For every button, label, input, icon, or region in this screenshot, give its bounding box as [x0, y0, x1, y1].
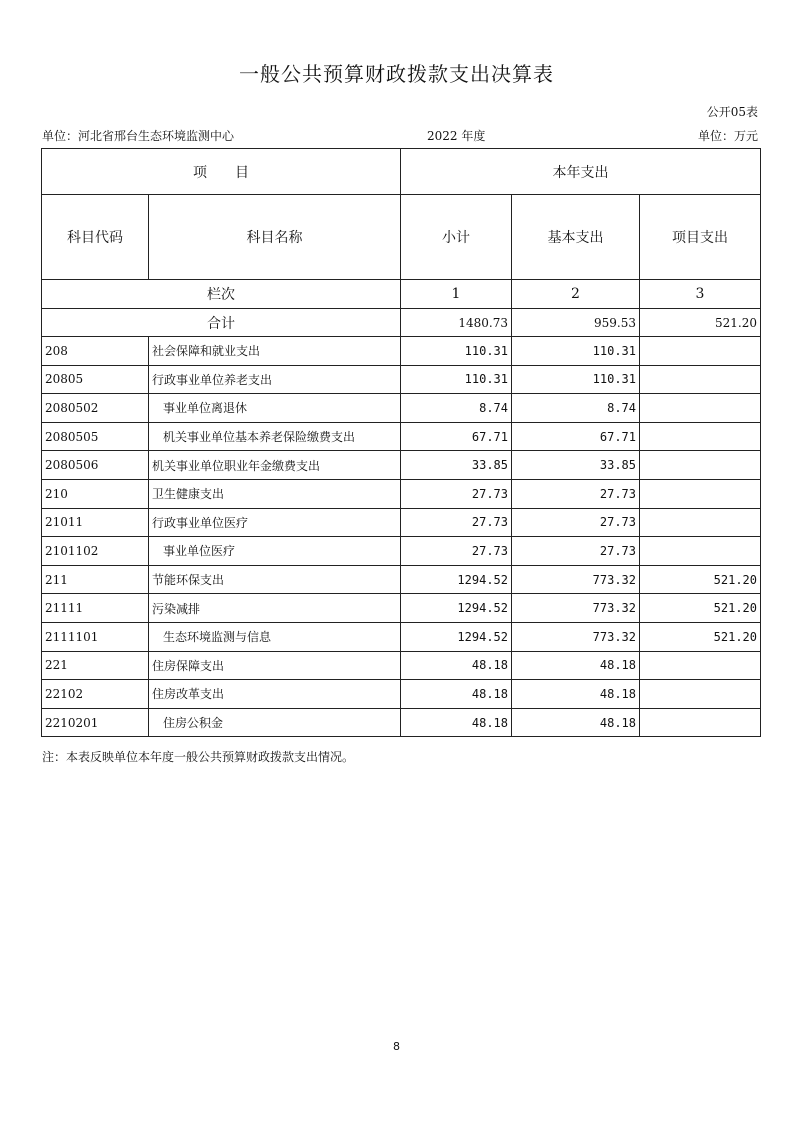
row-name: 节能环保支出: [149, 565, 401, 594]
unit-measure: 单位：万元: [697, 129, 758, 143]
table-row: [42, 365, 761, 394]
row-subtotal: 33.85: [401, 451, 512, 480]
row-name: 住房公积金: [149, 708, 401, 737]
row-project: [640, 651, 761, 680]
row-basic: 110.31: [512, 365, 640, 394]
header-name: 科目名称: [149, 195, 401, 280]
row-subtotal: 1294.52: [401, 565, 512, 594]
row-subtotal: 48.18: [401, 708, 512, 737]
row-name: 住房保障支出: [149, 651, 401, 680]
total-subtotal: 1480.73: [401, 309, 512, 337]
row-name: 卫生健康支出: [149, 479, 401, 508]
row-code: 21111: [42, 594, 149, 623]
row-code: 21011: [42, 508, 149, 537]
row-name: 事业单位医疗: [149, 537, 401, 566]
table-row: [42, 565, 761, 594]
header-project-expense: 项目支出: [640, 195, 761, 280]
row-name: 事业单位离退休: [149, 394, 401, 423]
row-project: 521.20: [640, 565, 761, 594]
row-basic: 27.73: [512, 537, 640, 566]
row-project: [640, 365, 761, 394]
total-basic: 959.53: [512, 309, 640, 337]
row-subtotal: 48.18: [401, 680, 512, 709]
row-code: 2080506: [42, 451, 149, 480]
column-index-row: [42, 280, 761, 309]
row-basic: 773.32: [512, 622, 640, 651]
table-row: [42, 508, 761, 537]
table-row: [42, 651, 761, 680]
table-row: [42, 680, 761, 709]
form-code: 公开05表: [706, 105, 758, 119]
page-number: 8: [393, 1040, 400, 1053]
total-row: [42, 309, 761, 337]
column-index-3: 3: [640, 280, 761, 309]
row-project: [640, 708, 761, 737]
header-current-year-expense: 本年支出: [401, 149, 761, 195]
row-basic: 27.73: [512, 508, 640, 537]
row-subtotal: 27.73: [401, 537, 512, 566]
row-basic: 110.31: [512, 337, 640, 366]
column-index-1: 1: [401, 280, 512, 309]
row-code: 2111101: [42, 622, 149, 651]
budget-table: [41, 148, 761, 737]
row-code: 22102: [42, 680, 149, 709]
row-code: 210: [42, 479, 149, 508]
table-row: [42, 337, 761, 366]
row-name: 污染减排: [149, 594, 401, 623]
row-project: [640, 394, 761, 423]
row-project: [640, 422, 761, 451]
row-subtotal: 67.71: [401, 422, 512, 451]
fiscal-year: 2022 年度: [427, 129, 486, 143]
page-title: 一般公共预算财政拨款支出决算表: [239, 62, 554, 86]
row-code: 2080502: [42, 394, 149, 423]
header-row-main: [42, 149, 761, 195]
row-name: 行政事业单位医疗: [149, 508, 401, 537]
column-index-label: 栏次: [42, 280, 401, 309]
row-name: 机关事业单位职业年金缴费支出: [149, 451, 401, 480]
row-code: 2080505: [42, 422, 149, 451]
row-code: 221: [42, 651, 149, 680]
footer-note: 注：本表反映单位本年度一般公共预算财政拨款支出情况。: [42, 750, 355, 764]
row-basic: 48.18: [512, 680, 640, 709]
row-name: 社会保障和就业支出: [149, 337, 401, 366]
row-project: 521.20: [640, 622, 761, 651]
row-name: 住房改革支出: [149, 680, 401, 709]
row-project: [640, 537, 761, 566]
row-basic: 48.18: [512, 651, 640, 680]
row-subtotal: 8.74: [401, 394, 512, 423]
table-row: [42, 622, 761, 651]
header-row-sub: [42, 195, 761, 280]
row-subtotal: 48.18: [401, 651, 512, 680]
table-row: [42, 479, 761, 508]
row-basic: 8.74: [512, 394, 640, 423]
row-code: 208: [42, 337, 149, 366]
table-row: [42, 394, 761, 423]
row-subtotal: 110.31: [401, 337, 512, 366]
row-code: 2101102: [42, 537, 149, 566]
row-subtotal: 1294.52: [401, 622, 512, 651]
row-project: [640, 680, 761, 709]
header-code: 科目代码: [42, 195, 149, 280]
row-name: 机关事业单位基本养老保险缴费支出: [149, 422, 401, 451]
table-row: [42, 537, 761, 566]
row-name: 生态环境监测与信息: [149, 622, 401, 651]
row-basic: 33.85: [512, 451, 640, 480]
row-project: [640, 508, 761, 537]
row-project: [640, 479, 761, 508]
row-code: 2210201: [42, 708, 149, 737]
header-project: 项 目: [42, 149, 401, 195]
table-row: [42, 422, 761, 451]
row-basic: 773.32: [512, 565, 640, 594]
row-project: [640, 451, 761, 480]
row-basic: 67.71: [512, 422, 640, 451]
unit-name: 单位：河北省邢台生态环境监测中心: [42, 129, 235, 143]
column-index-2: 2: [512, 280, 640, 309]
row-subtotal: 27.73: [401, 508, 512, 537]
row-project: [640, 337, 761, 366]
total-project: 521.20: [640, 309, 761, 337]
row-code: 20805: [42, 365, 149, 394]
row-subtotal: 110.31: [401, 365, 512, 394]
row-basic: 773.32: [512, 594, 640, 623]
row-basic: 27.73: [512, 479, 640, 508]
row-subtotal: 27.73: [401, 479, 512, 508]
table-row: [42, 451, 761, 480]
table-row: [42, 594, 761, 623]
row-project: 521.20: [640, 594, 761, 623]
row-subtotal: 1294.52: [401, 594, 512, 623]
total-label: 合计: [42, 309, 401, 337]
row-name: 行政事业单位养老支出: [149, 365, 401, 394]
header-subtotal: 小计: [401, 195, 512, 280]
header-basic: 基本支出: [512, 195, 640, 280]
row-code: 211: [42, 565, 149, 594]
table-row: [42, 708, 761, 737]
row-basic: 48.18: [512, 708, 640, 737]
